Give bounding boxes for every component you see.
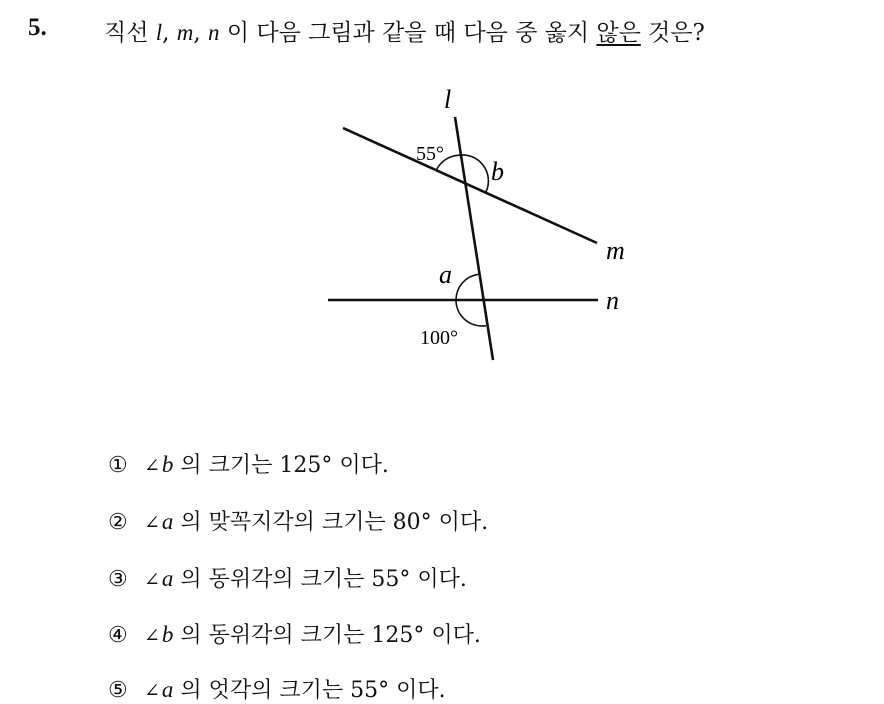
angle-arc-100: [456, 300, 486, 326]
angle-label-b: b: [491, 157, 504, 186]
question-text-part: 직선: [104, 20, 156, 46]
option-text: 의 크기는 125° 이다.: [173, 453, 389, 478]
question-text-part: 것은?: [640, 20, 705, 46]
question-text-part: 이 다음 그림과 같을 때 다음 중 옳지: [219, 20, 597, 46]
question-text-part: ,: [193, 20, 209, 46]
question-text-part: ,: [162, 20, 177, 46]
line-m-ref: m: [176, 20, 194, 45]
option-number: ④: [108, 623, 128, 648]
option-5[interactable]: [108, 673, 446, 704]
line-l: [455, 117, 493, 360]
line-m-label: m: [606, 236, 625, 265]
option-var: b: [161, 452, 174, 477]
line-n-ref: n: [208, 20, 220, 45]
option-var: a: [161, 509, 174, 534]
angle-symbol: ∠: [144, 569, 160, 591]
option-var: b: [161, 622, 174, 647]
option-2[interactable]: [108, 505, 488, 536]
option-text: 의 맞꼭지각의 크기는 80° 이다.: [173, 510, 489, 535]
option-1[interactable]: [108, 448, 389, 479]
underlined-word: 않은: [596, 20, 641, 46]
line-m: [343, 128, 597, 243]
option-var: a: [161, 566, 174, 591]
option-3[interactable]: [108, 562, 467, 593]
line-l-ref: l: [155, 20, 163, 45]
angle-symbol: ∠: [144, 680, 160, 702]
option-4[interactable]: [108, 618, 481, 649]
option-text: 의 엇각의 크기는 55° 이다.: [173, 678, 446, 703]
option-number: ②: [108, 510, 128, 535]
option-var: a: [161, 677, 174, 702]
angle-symbol: ∠: [144, 512, 160, 534]
option-text: 의 동위각의 크기는 55° 이다.: [173, 567, 467, 592]
angle-symbol: ∠: [144, 455, 160, 477]
option-text: 의 동위각의 크기는 125° 이다.: [173, 623, 481, 648]
option-number: ③: [108, 567, 128, 592]
angle-arc-a: [456, 274, 478, 300]
option-number: ①: [108, 453, 128, 478]
angle-label-55: 55°: [416, 143, 444, 165]
angle-label-a: a: [439, 260, 452, 289]
line-l-label: l: [444, 85, 452, 114]
line-n-label: n: [606, 286, 619, 315]
question-number: 5.: [28, 14, 47, 41]
angle-label-100: 100°: [420, 327, 458, 349]
option-number: ⑤: [108, 678, 128, 703]
angle-symbol: ∠: [144, 625, 160, 647]
